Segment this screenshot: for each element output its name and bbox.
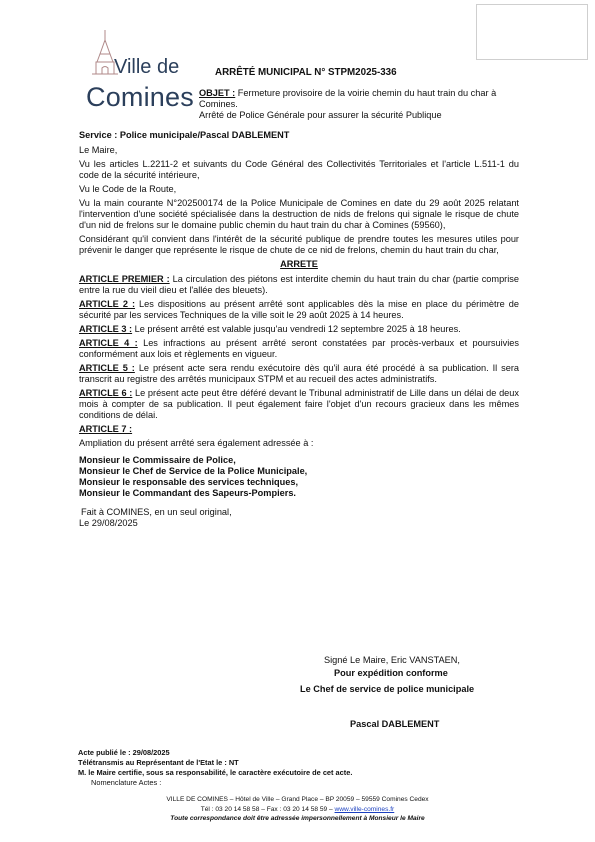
signature-expedition: Pour expédition conforme [334, 668, 448, 678]
recipient-item: Monsieur le responsable des services techniques, [79, 477, 299, 487]
considerant-paragraph: Considérant qu'il convient dans l'intérêt de la sécurité publique de prendre toutes les mesures utiles pour prévenir le danger que représente le risque de chute de ce nid de frelons, chemin du haut train du char, [79, 234, 519, 255]
teletransmis-line: Télétransmis au Représentant de l'Etat le : NT [78, 758, 239, 767]
document-title: ARRÊTÉ MUNICIPAL N° STPM2025-336 [215, 67, 397, 78]
city-logo [86, 28, 196, 110]
objet-label: OBJET : [199, 88, 236, 98]
article-label: ARTICLE 2 : [79, 299, 136, 309]
article-5 [79, 363, 519, 385]
article-label: ARTICLE PREMIER : [79, 274, 170, 284]
article-text: Le présent acte peut être déféré devant le Tribunal administratif de Lille dans un délai de deux mois à compter de sa publication. Il peut également faire l'objet d'un recours gracieux dans les mêmes conditions de délai. [79, 388, 519, 420]
article-text: Les infractions au présent arrêté seront constatées par procès-verbaux et poursuivies conformément aux lois et règlements en vigueur. [79, 338, 519, 359]
service-line: Service : Police municipale/Pascal DABLEMENT [79, 130, 290, 140]
fait-line: Fait à COMINES, en un seul original, [81, 507, 232, 517]
signature-signe: Signé Le Maire, Eric VANSTAEN, [324, 655, 460, 665]
article-text: Le présent acte sera rendu exécutoire dès qu'il aura été procédé à sa publication. Il sera transcrit au registre des arrêtés municipaux STPM et au recueil des actes administratifs. [79, 363, 519, 384]
footer-meta [78, 748, 352, 788]
article-1 [79, 274, 519, 296]
recipient-list [79, 455, 519, 499]
article-4 [79, 338, 519, 360]
signature-name: Pascal DABLEMENT [350, 719, 440, 729]
article-2 [79, 299, 519, 321]
ampliation-line: Ampliation du présent arrêté sera également adressée à : [79, 438, 314, 448]
article-label: ARTICLE 6 : [79, 388, 133, 398]
article-text: La circulation des piétons est interdite chemin du haut train du char (partie comprise entre la rue du vieil dieu et l'allée des bleuets). [79, 274, 519, 295]
article-6 [79, 388, 519, 421]
publie-line: Acte publié le : 29/08/2025 [78, 748, 170, 757]
footer-address [0, 795, 595, 824]
article-label: ARTICLE 7 : [79, 424, 133, 434]
maire-line: Le Maire, [79, 145, 118, 155]
contact-line [0, 805, 595, 815]
arrete-heading: ARRETE [280, 259, 318, 269]
certifie-line: M. le Maire certifie, sous sa responsabilité, le caractère exécutoire de cet acte. [78, 768, 353, 777]
date-line: Le 29/08/2025 [79, 518, 138, 528]
vu-paragraph-2: Vu le Code de la Route, [79, 184, 177, 194]
website-link[interactable]: www.ville-comines.fr [334, 805, 395, 813]
correspondence-note: Toute correspondance doit être adressée impersonnellement à Monsieur le Maire [170, 815, 425, 822]
objet-block [199, 88, 519, 121]
recipient-item: Monsieur le Commissaire de Police, [79, 455, 236, 465]
objet-line2: Arrêté de Police Générale pour assurer la sécurité Publique [199, 110, 442, 120]
nomenclature-line: Nomenclature Actes : [91, 778, 162, 787]
objet-line1: Fermeture provisoire de la voirie chemin du haut train du char à Comines. [199, 88, 497, 109]
article-label: ARTICLE 5 : [79, 363, 135, 373]
vu-paragraph-1: Vu les articles L.2211-2 et suivants du Code Général des Collectivités Territoriales et l'article L.511-1 du code de la sécurité intérieure, [79, 159, 519, 180]
article-text: Les dispositions au présent arrêté sont applicables dès la mise en place du périmètre de sécurité par les services Techniques de la ville soit le 29 août 2025 à 14 heures. [79, 299, 519, 320]
phone-fax: Tél : 03 20 14 58 58 – Fax : 03 20 14 58 59 – [200, 805, 335, 813]
logo-line2: Comines [86, 82, 194, 112]
stamp-box [476, 4, 588, 60]
document-body [79, 130, 519, 529]
signature-chef: Le Chef de service de police municipale [300, 684, 475, 694]
recipient-item: Monsieur le Chef de Service de la Police Municipale, [79, 466, 308, 476]
article-text: Le présent arrêté est valable jusqu'au vendredi 12 septembre 2025 à 18 heures. [132, 324, 461, 334]
recipient-item: Monsieur le Commandant des Sapeurs-Pompiers. [79, 488, 296, 498]
vu-paragraph-3: Vu la main courante N°202500174 de la Police Municipale de Comines en date du 29 août 2025 relatant l'intervention d'une société spécialisée dans la destruction de nids de frelons qui signale le risque de chute d'un nid de frelons sur le domaine public chemin du haut train du char à Comines (59560), [79, 198, 519, 230]
article-3 [79, 324, 519, 335]
article-label: ARTICLE 3 : [79, 324, 133, 334]
logo-line1: Ville de [114, 56, 180, 78]
address-line: VILLE DE COMINES – Hôtel de Ville – Grand Place – BP 20059 – 59559 Comines Cedex [166, 796, 429, 803]
article-7 [79, 424, 519, 435]
article-label: ARTICLE 4 : [79, 338, 138, 348]
